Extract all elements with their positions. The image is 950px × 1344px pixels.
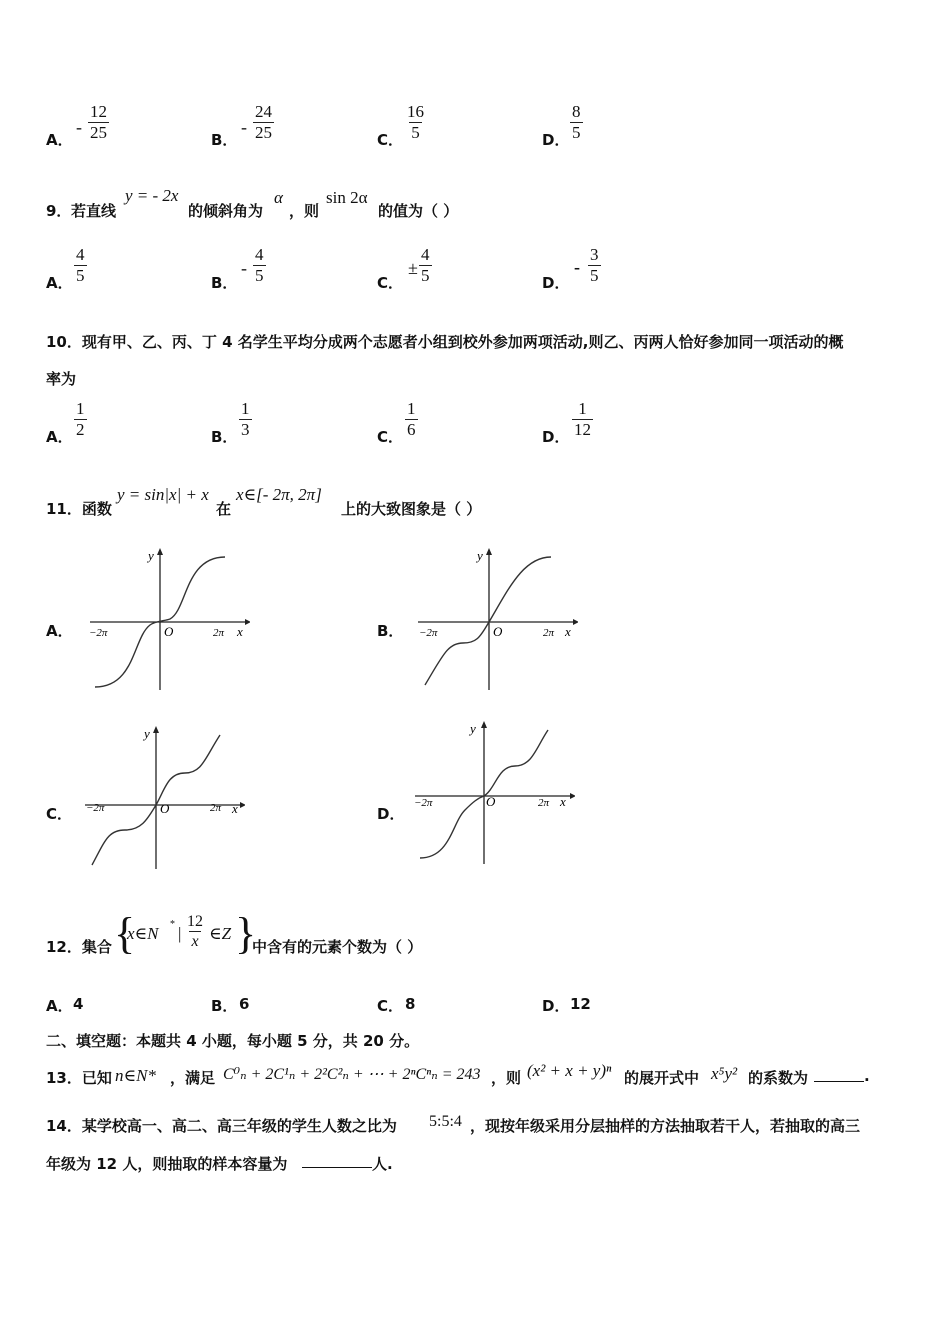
graph-c-x-label: x [232, 801, 238, 816]
q8-option-d-fraction: $\frac{8}{5}$ [572, 102, 581, 142]
q9-option-a-label[interactable]: A． [46, 274, 73, 292]
graph-d-neg-2pi: −2π [414, 797, 433, 809]
q12-option-d-label[interactable]: D． [542, 997, 570, 1015]
q13-number: 13．已知 [46, 1069, 112, 1087]
q10-option-a-label[interactable]: A． [46, 428, 73, 446]
q12-set-right: ∈Z [209, 924, 232, 943]
q10-line-2: 率为 [46, 370, 77, 388]
graph-b-y-label: y [477, 548, 483, 563]
q13-condition: n∈N* [115, 1066, 156, 1085]
q12-right-brace: } [235, 909, 257, 958]
q11-number: 11．函数 [46, 500, 112, 518]
q9-option-c-sign: ± [408, 258, 418, 278]
graph-a-neg-2pi: −2π [89, 627, 108, 639]
graph-d-pos-2pi: 2π [538, 797, 550, 809]
q9-text-3: ，则 [289, 202, 320, 220]
q12-option-b-label[interactable]: B． [211, 997, 238, 1015]
q12-option-c-value: 8 [405, 995, 416, 1013]
q11-option-d-label[interactable]: D． [377, 805, 405, 823]
graph-d-y-label: y [470, 721, 476, 736]
q10-option-b-label[interactable]: B． [211, 428, 238, 446]
graph-b-neg-2pi: −2π [419, 627, 438, 639]
graph-b-pos-2pi: 2π [543, 627, 555, 639]
section-2-heading: 二、填空题：本题共 4 小题，每小题 5 分，共 20 分。 [46, 1032, 420, 1050]
q13-sum: C⁰ₙ + 2C¹ₙ + 2²C²ₙ + ⋯ + 2ⁿCⁿₙ = 243 [223, 1066, 481, 1083]
graph-b-x-label: x [565, 624, 571, 639]
q12-option-d-value: 12 [570, 995, 591, 1013]
q10-option-c-fraction: $\frac{1}{6}$ [407, 399, 416, 439]
q9-option-c-label[interactable]: C． [377, 274, 404, 292]
q9-text-1: 若直线 [71, 202, 117, 220]
q12-option-a-label[interactable]: A． [46, 997, 73, 1015]
q12-set-left: x∈N [127, 924, 159, 943]
graph-d-x-label: x [560, 794, 566, 809]
q11-graph-d[interactable] [410, 718, 575, 868]
q9-option-b-sign: - [241, 258, 247, 278]
q8-option-a-label[interactable]: A． [46, 131, 73, 149]
q12-bar: | [178, 924, 182, 943]
q11-text-end: 上的大致图象是（ ） [341, 500, 482, 518]
graph-a-pos-2pi: 2π [213, 627, 225, 639]
q8-option-c-label[interactable]: C． [377, 131, 404, 149]
q9-option-a-fraction: $\frac{4}{5}$ [76, 245, 85, 285]
q10-option-d-fraction: $\frac{1}{12}$ [574, 399, 591, 439]
q11-graph-b[interactable] [413, 545, 578, 695]
q13-end: . [864, 1067, 870, 1085]
q11-option-c-label[interactable]: C． [46, 805, 73, 823]
graph-c-neg-2pi: −2π [86, 802, 105, 814]
q10-option-a-fraction: $\frac{1}{2}$ [76, 399, 85, 439]
graph-c-y-label: y [144, 726, 150, 741]
q12-option-a-value: 4 [73, 995, 84, 1013]
q11-graph-c[interactable] [80, 723, 245, 873]
q9-option-d-fraction: $\frac{3}{5}$ [590, 245, 599, 285]
q13-binomial: (x² + x + y)ⁿ [527, 1061, 612, 1080]
q9-option-d-label[interactable]: D． [542, 274, 570, 292]
q8-option-b-fraction: $\frac{24}{25}$ [255, 102, 272, 142]
q12-number: 12．集合 [46, 938, 112, 956]
q8-option-c-fraction: $\frac{16}{5}$ [407, 102, 424, 142]
q13-answer-blank[interactable] [814, 1081, 864, 1082]
q9-option-c-fraction: $\frac{4}{5}$ [421, 245, 430, 285]
q11-option-a-label[interactable]: A． [46, 622, 73, 640]
q11-option-b-label[interactable]: B． [377, 622, 404, 640]
q12-left-brace: { [114, 909, 136, 958]
q10-option-c-label[interactable]: C． [377, 428, 404, 446]
q13-text-expansion: 的展开式中 [624, 1069, 700, 1087]
q9-option-b-label[interactable]: B． [211, 274, 238, 292]
q14-line-1b: ，现按年级采用分层抽样的方法抽取若干人，若抽取的高三 [470, 1117, 861, 1135]
q12-option-b-value: 6 [239, 995, 250, 1013]
q14-line-2: 年级为 12 人，则抽取的样本容量为 [46, 1155, 288, 1173]
q12-fraction: $\frac{12}{x}$ [187, 913, 203, 950]
q9-option-d-sign: - [574, 257, 580, 277]
q9-number: 9． [46, 202, 72, 220]
q8-option-d-label[interactable]: D． [542, 131, 570, 149]
q12-option-c-label[interactable]: C． [377, 997, 404, 1015]
q9-text-4: 的值为（ ） [378, 202, 459, 220]
q12-text-end: 中含有的元素个数为（ ） [252, 938, 423, 956]
q8-option-b-label[interactable]: B． [211, 131, 238, 149]
q14-line-2-end: 人. [372, 1155, 393, 1173]
q9-option-b-fraction: $\frac{4}{5}$ [255, 245, 264, 285]
graph-c-origin: O [160, 801, 170, 816]
q9-alpha: α [274, 188, 283, 207]
graph-a-x-label: x [237, 624, 243, 639]
q13-text-satisfy: ，满足 [170, 1069, 216, 1087]
q10-line-1: 10．现有甲、乙、丙、丁 4 名学生平均分成两个志愿者小组到校外参加两项活动,则乙、丙两人恰好参加同一项活动的概 [46, 333, 844, 351]
graph-d-origin: O [486, 794, 496, 809]
q9-expression: sin 2α [326, 188, 368, 207]
q8-option-a-sign: - [76, 117, 82, 137]
q14-line-1: 14．某学校高一、高二、高三年级的学生人数之比为 [46, 1117, 397, 1135]
graph-a-origin: O [164, 624, 174, 639]
q9-line-equation: y = - 2x [125, 186, 179, 205]
graph-b-origin: O [493, 624, 503, 639]
q12-star: * [170, 919, 175, 930]
q8-option-a-fraction: $\frac{12}{25}$ [90, 102, 107, 142]
q13-text-coefficient: 的系数为 [748, 1069, 809, 1087]
q11-graph-a[interactable] [85, 545, 250, 695]
q8-option-b-sign: - [241, 117, 247, 137]
q14-answer-blank[interactable] [302, 1167, 372, 1168]
q11-domain: x∈[- 2π, 2π] [236, 485, 322, 504]
q9-text-2: 的倾斜角为 [188, 202, 264, 220]
q13-text-then: ，则 [491, 1069, 522, 1087]
q14-ratio: 5:5:4 [429, 1113, 462, 1130]
q11-function: y = sin|x| + x [117, 485, 209, 504]
q11-text-in: 在 [216, 500, 232, 518]
q13-term: x⁵y² [711, 1064, 738, 1083]
graph-a-y-label: y [148, 548, 154, 563]
q10-option-b-fraction: $\frac{1}{3}$ [241, 399, 250, 439]
graph-c-pos-2pi: 2π [210, 802, 222, 814]
q10-option-d-label[interactable]: D． [542, 428, 570, 446]
